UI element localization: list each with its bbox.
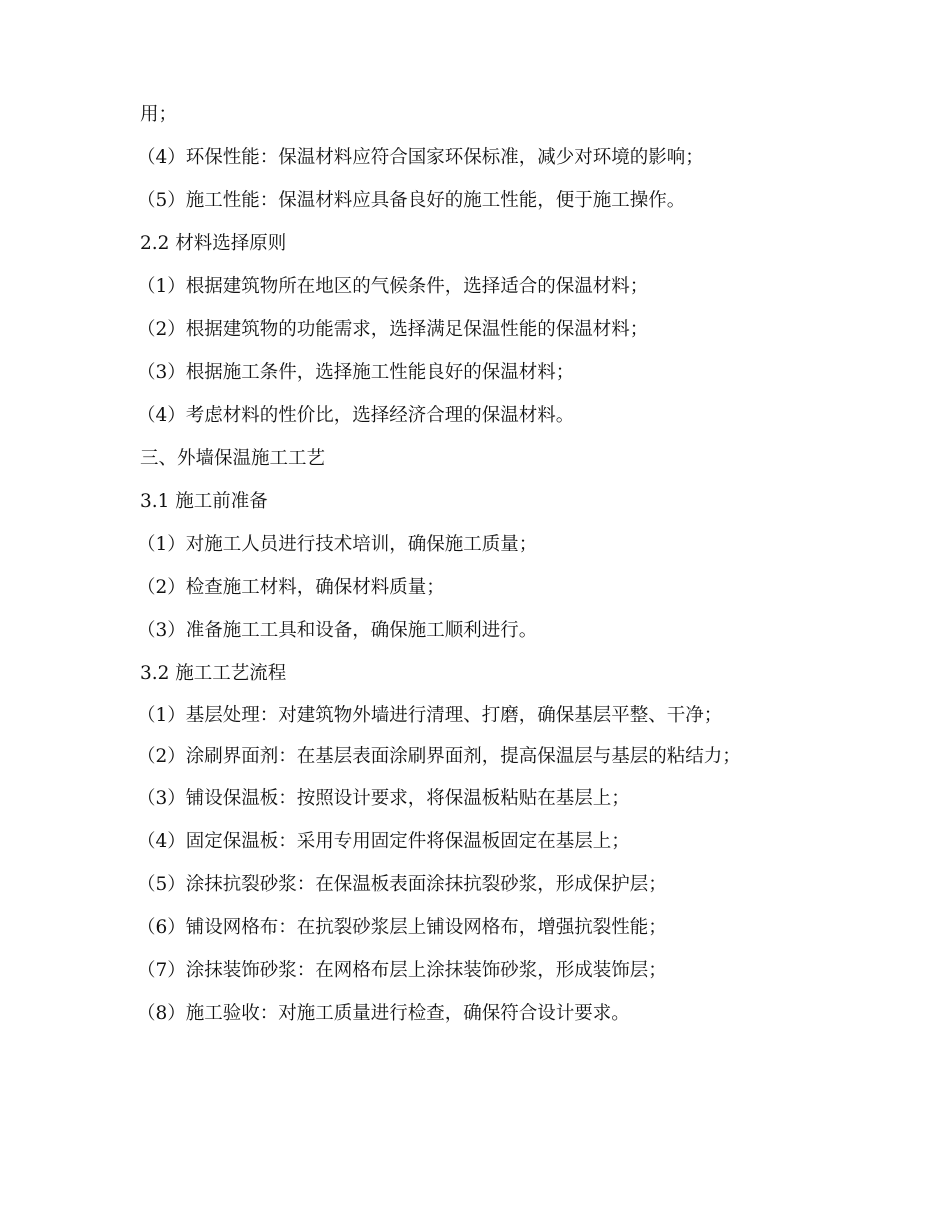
section-heading-3-2: 3.2 施工工艺流程 — [140, 663, 287, 684]
list-item-base-treatment: （1）基层处理：对建筑物外墙进行清理、打磨，确保基层平整、干净； — [137, 705, 723, 726]
paragraph-continuation: 用； — [140, 104, 178, 125]
section-heading-2-2: 2.2 材料选择原则 — [140, 233, 287, 254]
list-item-climate: （1）根据建筑物所在地区的气候条件，选择适合的保温材料； — [137, 276, 649, 297]
list-item-mesh: （6）铺设网格布：在抗裂砂浆层上铺设网格布，增强抗裂性能； — [137, 917, 667, 938]
section-heading-3-1: 3.1 施工前准备 — [140, 491, 268, 512]
list-item-interface-agent: （2）涂刷界面剂：在基层表面涂刷界面剂，提高保温层与基层的粘结力； — [137, 746, 741, 767]
list-item-training: （1）对施工人员进行技术培训，确保施工质量； — [137, 534, 538, 555]
list-item-materials-check: （2）检查施工材料，确保材料质量； — [137, 577, 445, 598]
list-item-tools: （3）准备施工工具和设备，确保施工顺利进行。 — [137, 620, 538, 641]
list-item-cost: （4）考虑材料的性价比，选择经济合理的保温材料。 — [137, 405, 575, 426]
document-body — [137, 104, 820, 1046]
list-item-acceptance: （8）施工验收：对施工质量进行检查，确保符合设计要求。 — [137, 1003, 630, 1024]
list-item-construction-performance: （5）施工性能：保温材料应具备良好的施工性能，便于施工操作。 — [137, 190, 686, 211]
list-item-eco-performance: （4）环保性能：保温材料应符合国家环保标准，减少对环境的影响； — [137, 147, 704, 168]
list-item-fix-board: （4）固定保温板：采用专用固定件将保温板固定在基层上； — [137, 831, 630, 852]
chapter-heading-3: 三、外墙保温施工工艺 — [140, 448, 326, 469]
list-item-decor-mortar: （7）涂抹装饰砂浆：在网格布层上涂抹装饰砂浆，形成装饰层； — [137, 960, 667, 981]
list-item-function: （2）根据建筑物的功能需求，选择满足保温性能的保温材料； — [137, 319, 649, 340]
list-item-lay-board: （3）铺设保温板：按照设计要求，将保温板粘贴在基层上； — [137, 788, 630, 809]
list-item-anti-crack-mortar: （5）涂抹抗裂砂浆：在保温板表面涂抹抗裂砂浆，形成保护层； — [137, 874, 667, 895]
list-item-conditions: （3）根据施工条件，选择施工性能良好的保温材料； — [137, 362, 575, 383]
